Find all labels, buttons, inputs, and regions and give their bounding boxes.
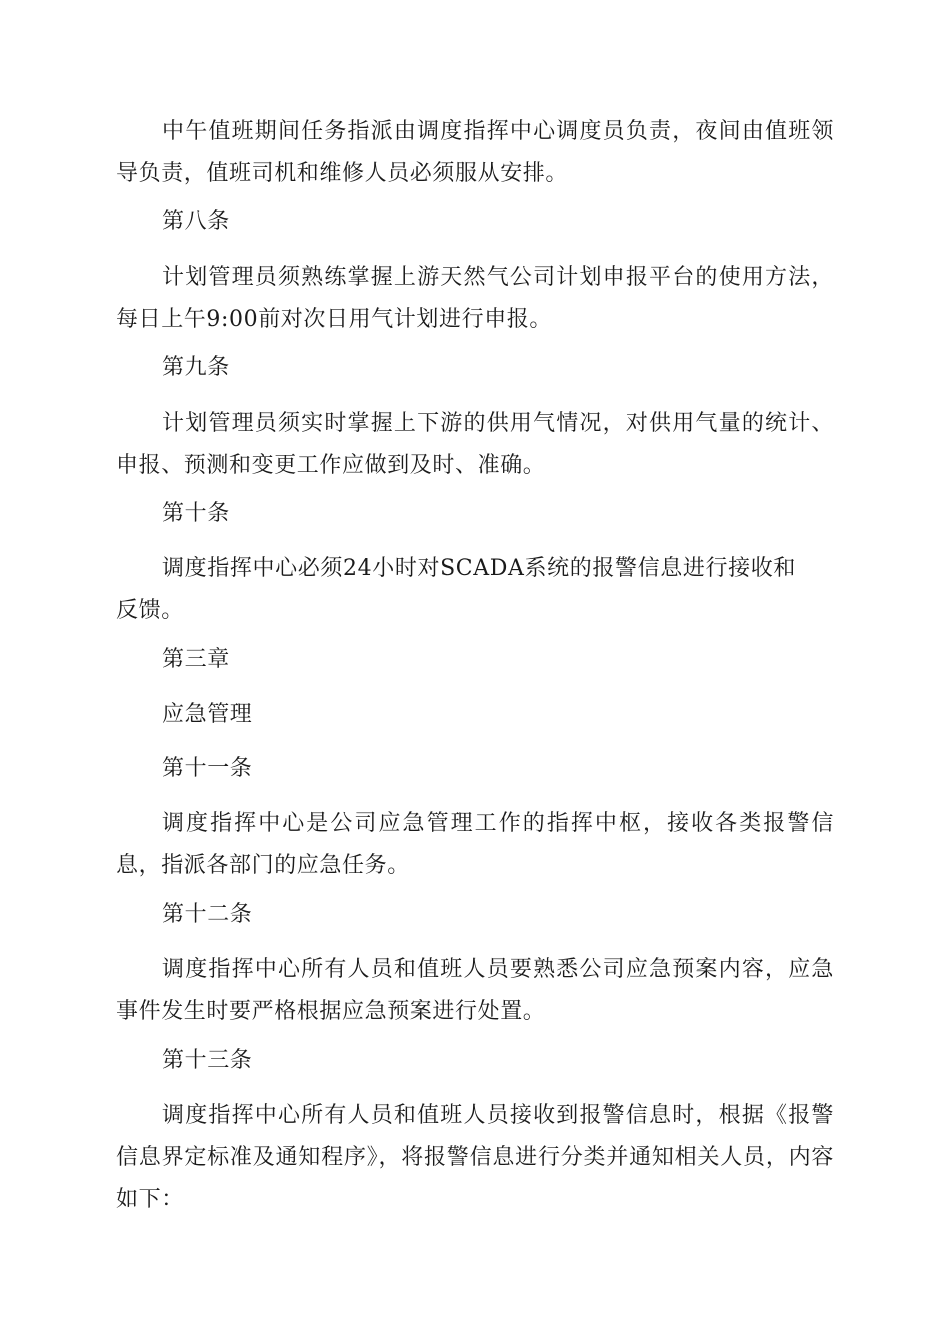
article-9-body: 计划管理员须实时掌握上下游的供用气情况，对供用气量的统计、申报、预测和变更工作应做到及时、准确。	[116, 411, 834, 478]
article-8-title: 第八条	[162, 209, 230, 234]
paragraph-duty-assignment: 中午值班期间任务指派由调度指挥中心调度员负责，夜间由值班领导负责，值班司机和维修人员必须服从安排。	[116, 119, 834, 186]
article-11-title: 第十一条	[162, 756, 253, 781]
article-9-title: 第九条	[162, 355, 230, 380]
article-11-body: 调度指挥中心是公司应急管理工作的指挥中枢，接收各类报警信息，指派各部门的应急任务。	[116, 811, 834, 878]
article-13-body: 调度指挥中心所有人员和值班人员接收到报警信息时，根据《报警信息界定标准及通知程序》，将报警信息进行分类并通知相关人员，内容如下：	[116, 1103, 834, 1212]
chapter-3-title: 第三章	[162, 647, 230, 672]
article-8-body: 计划管理员须熟练掌握上游天然气公司计划申报平台的使用方法，每日上午9:00前对次日用气计划进行申报。	[116, 265, 834, 332]
article-10-body: 调度指挥中心必须24小时对SCADA系统的报警信息进行接收和反馈。	[116, 556, 796, 623]
article-13-title: 第十三条	[162, 1048, 253, 1073]
article-12-title: 第十二条	[162, 902, 253, 927]
article-12-body: 调度指挥中心所有人员和值班人员要熟悉公司应急预案内容，应急事件发生时要严格根据应急预案进行处置。	[116, 957, 834, 1024]
article-10-title: 第十条	[162, 501, 230, 526]
chapter-3-name: 应急管理	[162, 702, 253, 727]
